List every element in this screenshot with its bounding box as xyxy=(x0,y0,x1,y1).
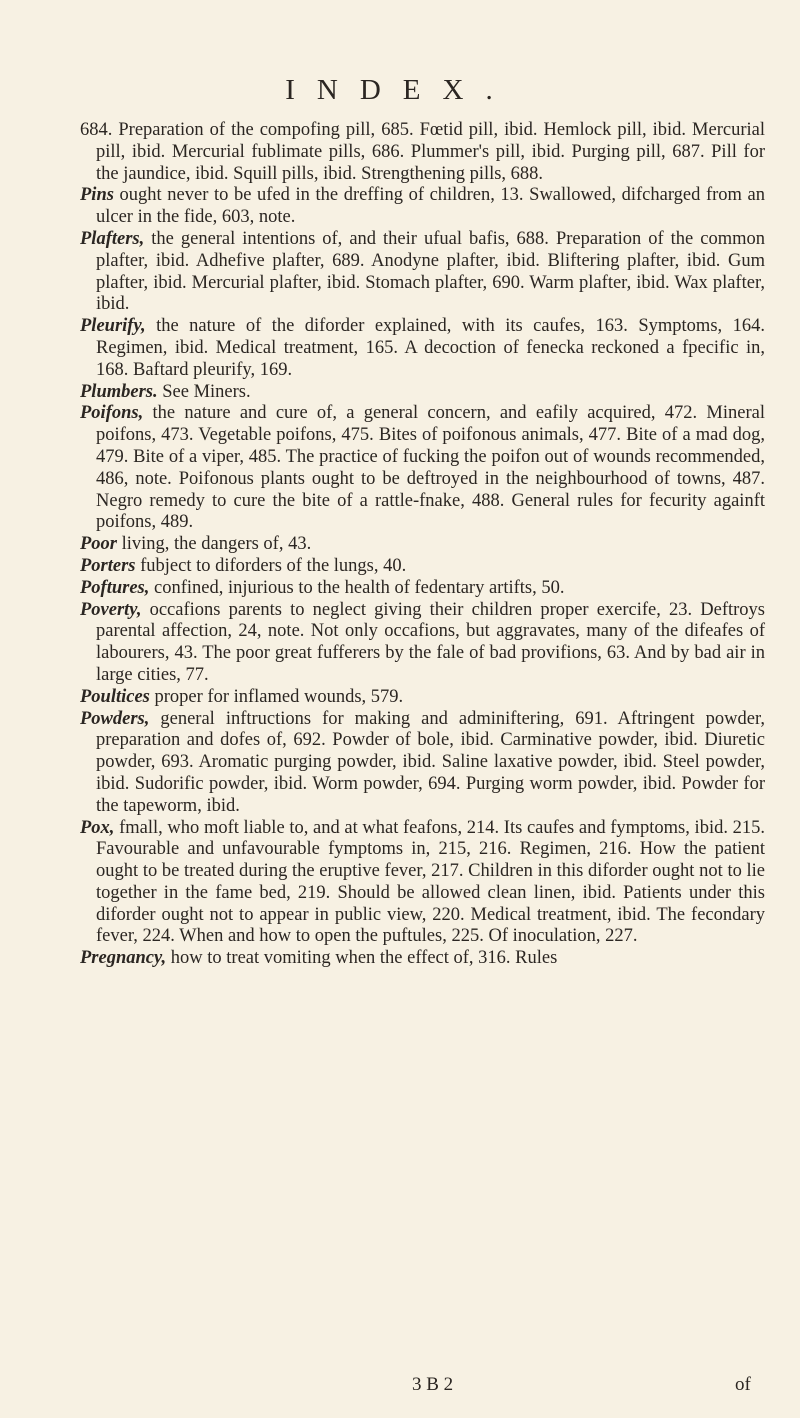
entry-term: Powders, xyxy=(80,708,150,729)
index-entry xyxy=(80,687,765,709)
index-entry xyxy=(80,709,765,818)
entry-text: ought never to be ufed in the dreffing of children, 13. Swallowed, difcharged from an ulcer in the fide, 603, note. xyxy=(96,185,765,228)
index-entry xyxy=(80,229,765,316)
index-entry xyxy=(80,403,765,534)
entry-term: Pleurify, xyxy=(80,316,146,337)
entry-term: Poifons, xyxy=(80,403,144,424)
entry-text: See Miners. xyxy=(157,381,251,402)
index-entry xyxy=(80,120,765,185)
entry-text: living, the dangers of, 43. xyxy=(117,534,312,555)
entry-term: Porters xyxy=(80,555,136,576)
entry-term: Poor xyxy=(80,534,117,555)
entry-term: Poultices xyxy=(80,686,150,707)
page-header: INDEX. xyxy=(285,74,515,106)
entry-term: Pregnancy, xyxy=(80,948,167,969)
index-entry xyxy=(80,382,765,404)
index-entry xyxy=(80,556,765,578)
entry-term: Poftures, xyxy=(80,577,150,598)
entry-text: 684. Preparation of the compofing pill, 685. Fœtid pill, ibid. Hemlock pill, ibid. Mercurial pill, ibid. Mercurial fublimate pills, 686. Plummer's pill, ibid. Purging pill, 687. Pill for the jaundice, ibid. Squill pills, ibid. Strengthening pills, 688. xyxy=(80,120,765,184)
signature-mark: 3 B 2 xyxy=(412,1374,454,1395)
entry-text: the nature of the diforder explained, with its caufes, 163. Symptoms, 164. Regimen, ibid. Medical treatment, 165. A decoction of fenecka reckoned a fpecific in, 168. Baftard pleurify, 169. xyxy=(96,316,765,380)
index-entry xyxy=(80,185,765,229)
entry-text: how to treat vomiting when the effect of, 316. Rules xyxy=(166,948,558,969)
index-entry xyxy=(80,534,765,556)
index-entry xyxy=(80,948,765,970)
entry-term: Plafters, xyxy=(80,228,145,249)
entry-term: Pins xyxy=(80,185,114,206)
entry-text: the nature and cure of, a general concern, and eafily acquired, 472. Mineral poifons, 473. Vegetable poifons, 475. Bites of poifonous animals, 477. Bite of a mad dog, 479. Bite of a viper, 485. The practice of fucking the poifon out of wounds recommended, 486, note. Poifonous plants ought to be deftroyed in the neighbourhood of towns, 487. Negro remedy to cure the bite of a rattle-fnake, 488. General rules for fecurity againft poifons, 489. xyxy=(96,403,765,533)
index-entries xyxy=(80,120,765,970)
entry-text: occafions parents to neglect giving their children proper exercife, 23. Deftroys parental affection, 24, note. Not only occafions, but aggravates, many of the difeafes of labourers, 43. The poor great fufferers by the fale of bad provifions, 63. And by bad air in large cities, 77. xyxy=(96,599,765,685)
entry-text: the general intentions of, and their ufual bafis, 688. Preparation of the common plafter, ibid. Adhefive plafter, 689. Anodyne plafter, ibid. Bliftering plafter, ibid. Gum plafter, ibid. Mercurial plafter, ibid. Stomach plafter, 690. Warm plafter, ibid. Wax plafter, ibid. xyxy=(96,228,765,315)
index-entry xyxy=(80,578,765,600)
entry-term: Plumbers. xyxy=(80,381,158,402)
index-entry xyxy=(80,818,765,949)
entry-text: fubject to diforders of the lungs, 40. xyxy=(135,555,407,576)
index-entry xyxy=(80,600,765,687)
index-entry xyxy=(80,316,765,381)
entry-text: general inftructions for making and adminiftering, 691. Aftringent powder, preparation and dofes of, 692. Powder of bole, ibid. Carminative powder, ibid. Diuretic powder, 693. Aromatic purging powder, ibid. Saline laxative powder, ibid. Steel powder, ibid. Sudorific powder, ibid. Worm powder, 694. Purging worm powder, ibid. Powder for the tapeworm, ibid. xyxy=(96,708,765,816)
entry-term: Pox, xyxy=(80,817,115,838)
entry-text: fmall, who moft liable to, and at what feafons, 214. Its caufes and fymptoms, ibid. 215. Favourable and unfavourable fymptoms in, 215, 216. Regimen, 216. How the patient ought to be treated during the eruptive fever, 217. Children in this diforder ought not to lie together in the fame bed, 219. Should be allowed clean linen, ibid. Patients under this diforder ought not to appear in public view, 220. Medical treatment, ibid. The fecondary fever, 224. When and how to open the puftules, 225. Of inoculation, 227. xyxy=(96,817,765,947)
entry-text: confined, injurious to the health of fedentary artifts, 50. xyxy=(149,577,565,598)
catchword: of xyxy=(735,1374,751,1395)
entry-term: Poverty, xyxy=(80,599,142,620)
entry-text: proper for inflamed wounds, 579. xyxy=(149,686,404,707)
